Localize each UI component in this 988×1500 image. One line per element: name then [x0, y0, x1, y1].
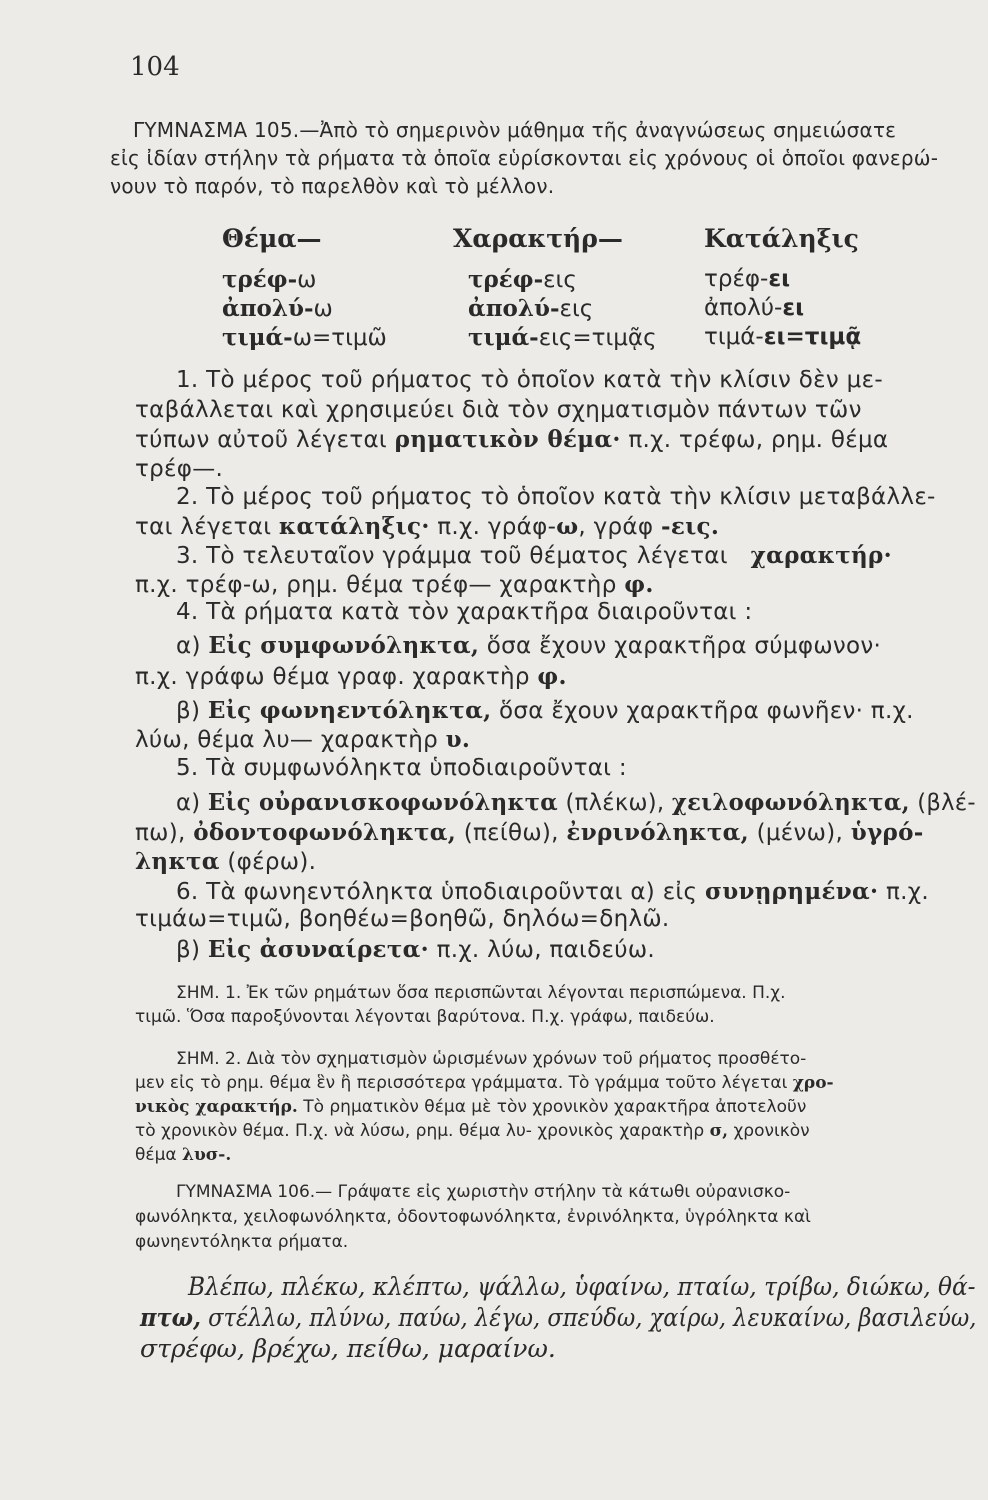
rule-5a-line-3: ληκτα (φέρω).	[135, 848, 317, 875]
table-row-3-katalixis: τιμά-ει=τιμᾷ	[704, 324, 862, 350]
verb-list-line-1: Βλέπω, πλέκω, κλέπτω, ψάλλω, ὑφαίνω, πταίω, τρίβω, διώκω, θά-	[188, 1272, 976, 1301]
exercise-106-line-3: φωνηεντόληκτα ρήματα.	[135, 1232, 349, 1252]
rule-5a-line-2: πω), ὀδοντοφωνόληκτα, (πείθω), ἐνρινόληκτα, (μένω), ὑγρό-	[135, 819, 924, 846]
rule-4a-line-2: π.χ. γράφω θέμα γραφ. χαρακτὴρ φ.	[135, 663, 567, 690]
rule-1-line-1: 1. Τὸ μέρος τοῦ ρήματος τὸ ὁποῖον κατὰ τὴν κλίσιν δὲν με-	[176, 367, 883, 393]
exercise-106-line-2: φωνόληκτα, χειλοφωνόληκτα, ὀδοντοφωνόληκτα, ἐνρινόληκτα, ὑγρόληκτα καὶ	[135, 1207, 811, 1227]
table-row-2-charaktir: ἀπολύ-εις	[468, 295, 594, 322]
rule-4a-line-1: α) Εἰς συμφωνόληκτα, ὅσα ἔχουν χαρακτῆρα σύμφωνον·	[176, 632, 882, 659]
rule-3-line-2: π.χ. τρέφ-ω, ρημ. θέμα τρέφ— χαρακτὴρ φ.	[135, 571, 654, 598]
rule-4b-line-2: λύω, θέμα λυ— χαρακτὴρ υ.	[135, 726, 471, 753]
exercise-106-line-1: ΓΥΜΝΑΣΜΑ 106.— Γράψατε εἰς χωριστὴν στήλην τὰ κάτωθι οὐρανισκο-	[176, 1182, 791, 1202]
note-1-line-2: τιμῶ. Ὅσα παροξύνονται λέγονται βαρύτονα. Π.χ. γράφω, παιδεύω.	[135, 1007, 715, 1027]
rule-1-line-3: τύπων αὐτοῦ λέγεται ρηματικὸν θέμα· π.χ. τρέφω, ρημ. θέμα	[135, 426, 889, 453]
note-2-line-3: νικὸς χαρακτήρ. Τὸ ρηματικὸν θέμα μὲ τὸν χρονικὸν χαρακτῆρα ἀποτελοῦν	[135, 1097, 807, 1117]
verb-list-line-3: στρέφω, βρέχω, πείθω, μαραίνω.	[140, 1334, 556, 1363]
rule-1-line-4: τρέφ—.	[135, 456, 224, 482]
table-row-1-thema: τρέφ-ω	[222, 266, 317, 293]
exercise-105-line-3: νουν τὸ παρόν, τὸ παρελθὸν καὶ τὸ μέλλον.	[110, 174, 555, 198]
table-row-3-thema: τιμά-ω=τιμῶ	[222, 324, 387, 351]
rule-4-line-1: 4. Τὰ ρήματα κατὰ τὸν χαρακτῆρα διαιροῦνται :	[176, 599, 753, 625]
rule-1-line-2: ταβάλλεται καὶ χρησιμεύει διὰ τὸν σχηματισμὸν πάντων τῶν	[135, 397, 862, 423]
table-row-2-thema: ἀπολύ-ω	[222, 295, 333, 322]
exercise-105-line-2: εἰς ἰδίαν στήλην τὰ ρήματα τὰ ὁποῖα εὑρίσκονται εἰς χρόνους οἱ ὁποῖοι φανερώ-	[110, 146, 939, 170]
rule-2-line-1: 2. Τὸ μέρος τοῦ ρήματος τὸ ὁποῖον κατὰ τὴν κλίσιν μεταβάλλε-	[176, 484, 936, 510]
note-2-line-2: μεν εἰς τὸ ρημ. θέμα ἓν ἢ περισσότερα γράμματα. Τὸ γράμμα τοῦτο λέγεται χρο-	[135, 1073, 834, 1093]
rule-6b-line-1: β) Εἰς ἀσυναίρετα· π.χ. λύω, παιδεύω.	[176, 936, 656, 963]
rule-6-line-1: 6. Τὰ φωνηεντόληκτα ὑποδιαιροῦνται α) εἰς συνῃρημένα· π.χ.	[176, 878, 929, 905]
rule-4b-line-1: β) Εἰς φωνηεντόληκτα, ὅσα ἔχουν χαρακτῆρα φωνῆεν· π.χ.	[176, 697, 914, 724]
table-row-3-charaktir: τιμά-εις=τιμᾷς	[468, 324, 657, 351]
page-number: 104	[130, 52, 180, 82]
table-header-thema: Θέμα—	[222, 224, 322, 253]
exercise-105-line-1: ΓΥΜΝΑΣΜΑ 105.—Ἀπὸ τὸ σημερινὸν μάθημα τῆς ἀναγνώσεως σημειώσατε	[133, 118, 897, 142]
note-2-line-1: ΣΗΜ. 2. Διὰ τὸν σχηματισμὸν ὡρισμένων χρόνων τοῦ ρήματος προσθέτο-	[176, 1049, 807, 1069]
verb-list-line-2: πτω, στέλλω, πλύνω, παύω, λέγω, σπεύδω, χαίρω, λευκαίνω, βασιλεύω,	[140, 1303, 977, 1332]
note-2-line-4: τὸ χρονικὸν θέμα. Π.χ. νὰ λύσω, ρημ. θέμα λυ- χρονικὸς χαρακτὴρ σ, χρονικὸν	[135, 1121, 810, 1141]
table-row-1-katalixis: τρέφ-ει	[704, 266, 791, 292]
table-header-katalixis: Κατάληξις	[704, 224, 859, 253]
table-row-1-charaktir: τρέφ-εις	[468, 266, 577, 293]
rule-5a-line-1: α) Εἰς οὐρανισκοφωνόληκτα (πλέκω), χειλοφωνόληκτα, (βλέ-	[176, 789, 976, 816]
table-header-charaktir: Χαρακτήρ—	[453, 224, 623, 253]
rule-2-line-2: ται λέγεται κατάληξις· π.χ. γράφ-ω, γράφ -εις.	[135, 513, 720, 540]
table-row-2-katalixis: ἀπολύ-ει	[704, 295, 805, 321]
note-1-line-1: ΣΗΜ. 1. Ἐκ τῶν ρημάτων ὅσα περισπῶνται λέγονται περισπώμενα. Π.χ.	[176, 983, 786, 1003]
rule-6-line-2: τιμάω=τιμῶ, βοηθέω=βοηθῶ, δηλόω=δηλῶ.	[135, 906, 670, 932]
rule-3-line-1: 3. Τὸ τελευταῖον γράμμα τοῦ θέματος λέγεται χαρακτήρ·	[176, 542, 892, 569]
rule-5-line-1: 5. Τὰ συμφωνόληκτα ὑποδιαιροῦνται :	[176, 755, 627, 781]
note-2-line-5: θέμα λυσ-.	[135, 1145, 232, 1165]
